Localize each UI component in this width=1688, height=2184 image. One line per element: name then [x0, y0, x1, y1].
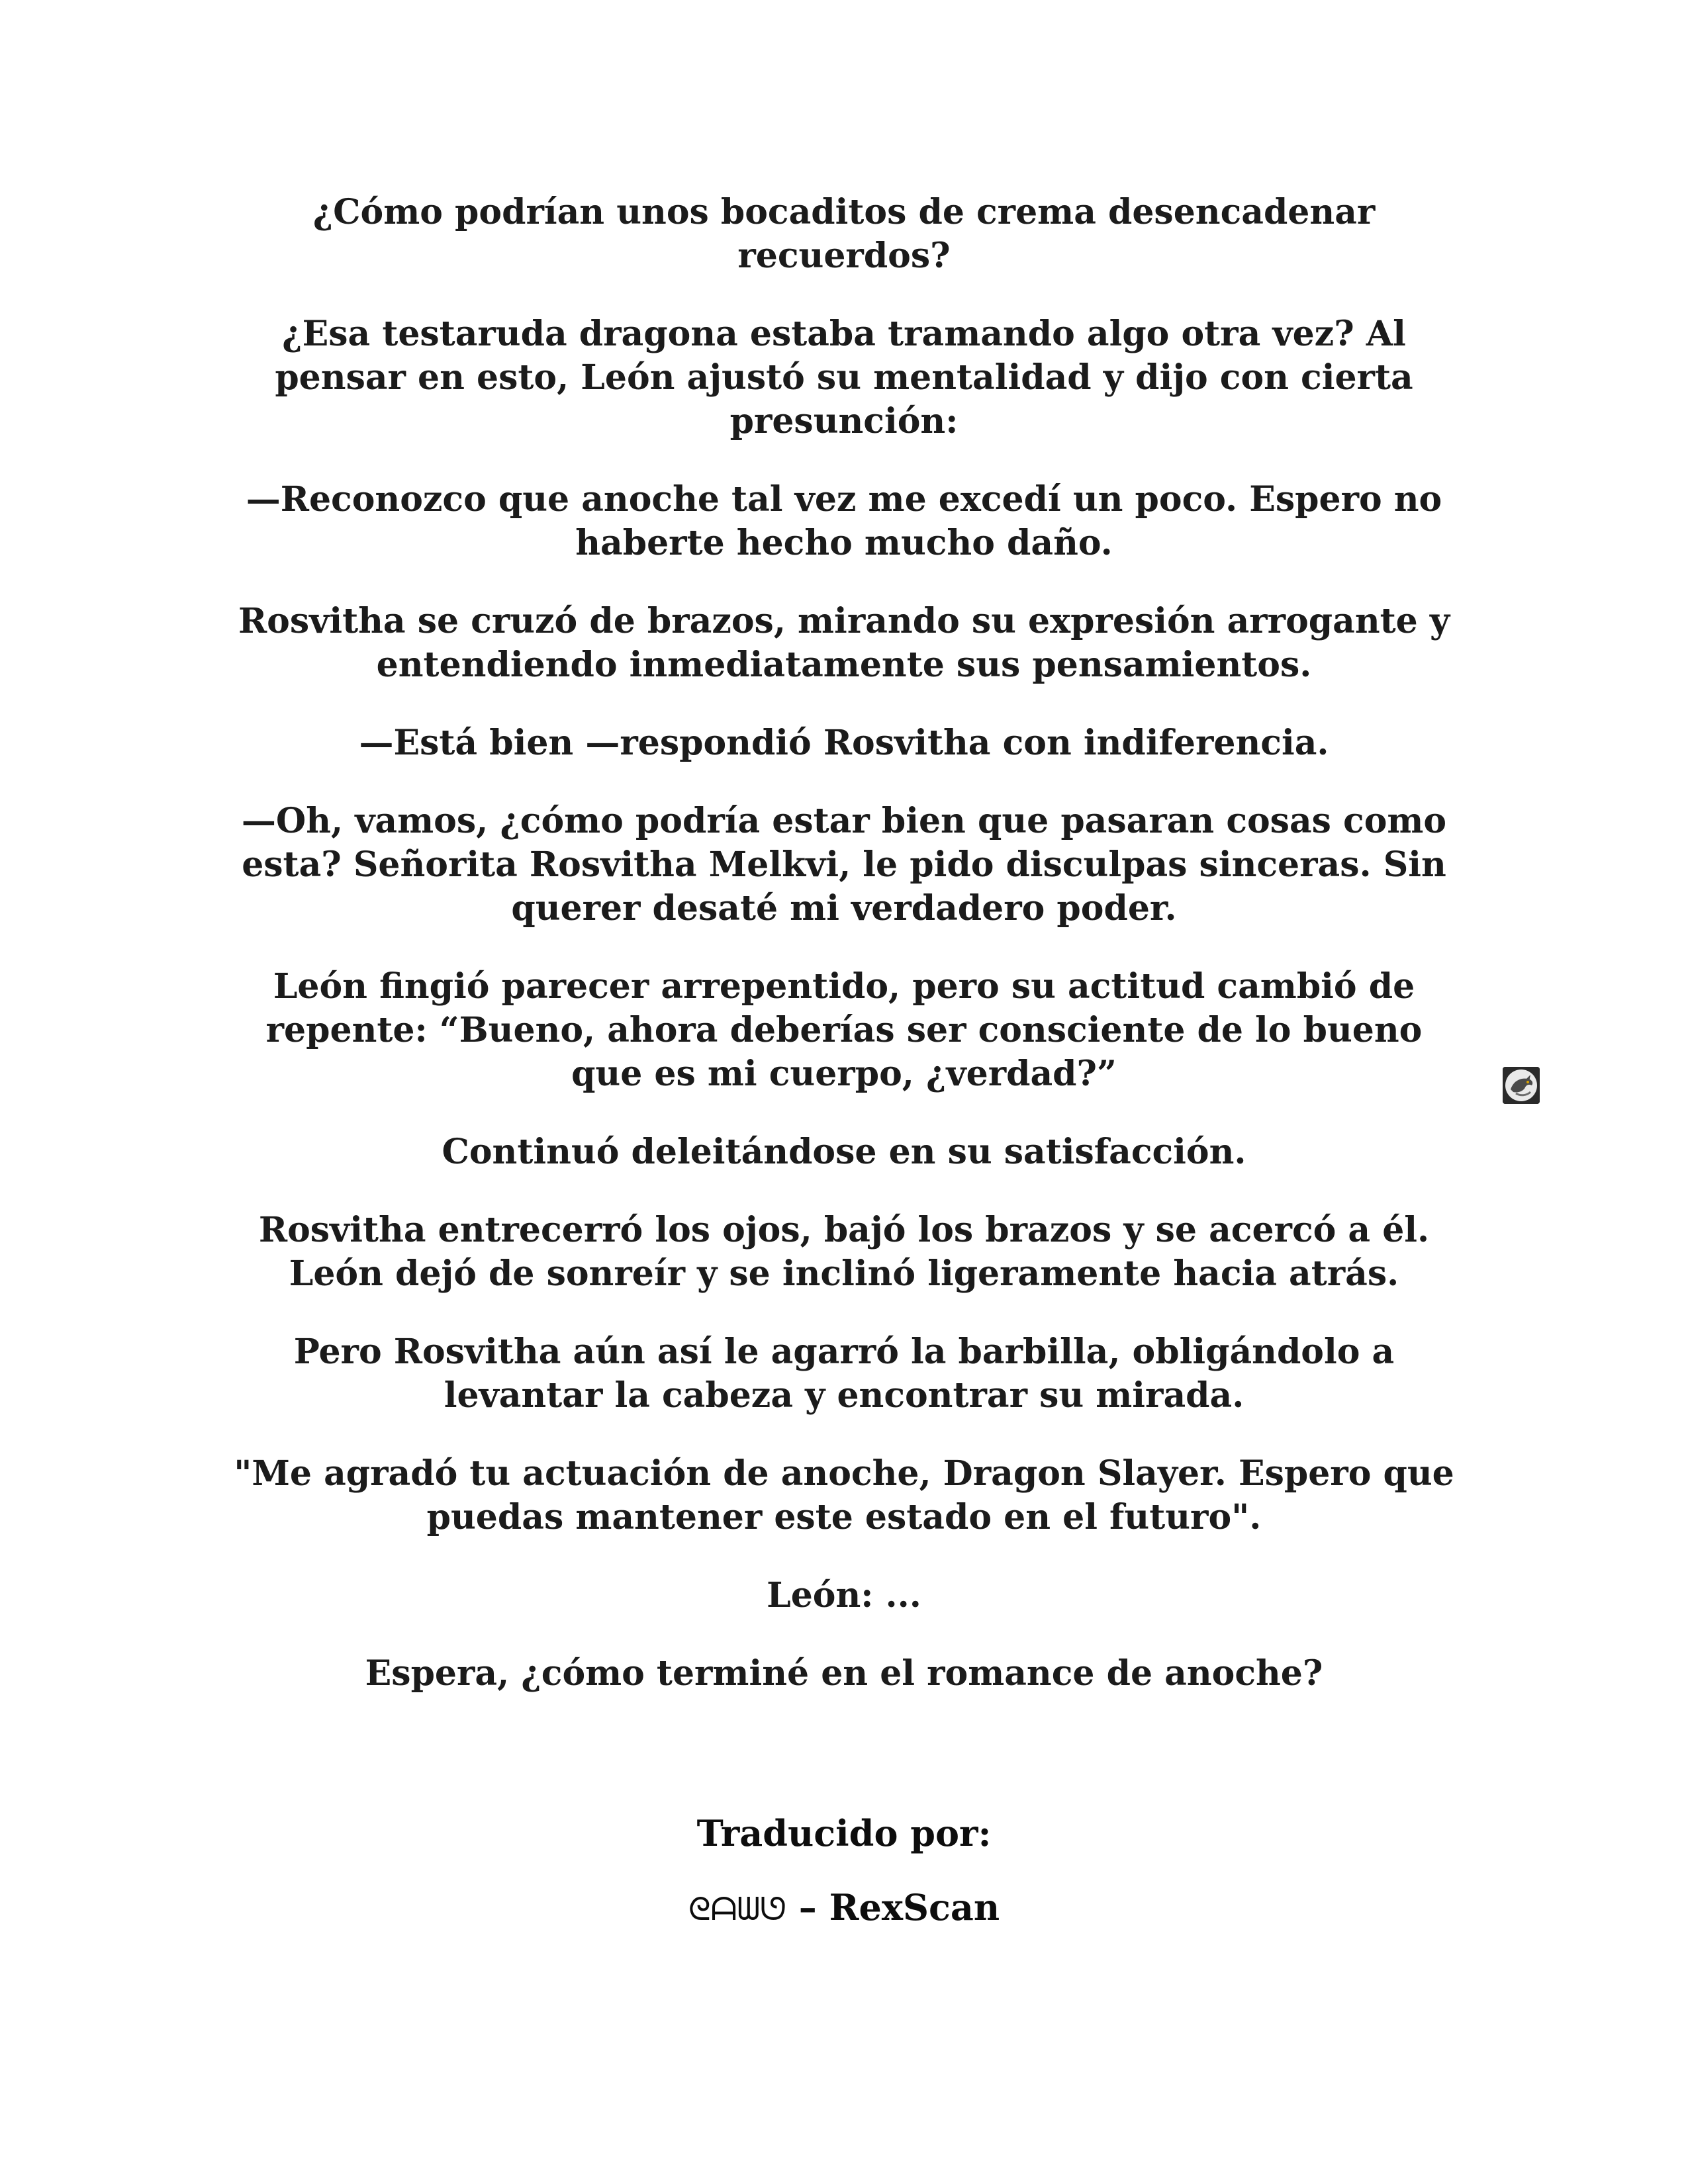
paragraph-10: Pero Rosvitha aún así le agarró la barbilla, obligándolo a levantar la cabeza y encontrar su mirada.: [293, 1332, 1395, 1416]
dragon-badge-graphic: [1503, 1067, 1540, 1104]
paragraph-1: ¿Cómo podrían unos bocaditos de crema desencadenar recuerdos?: [312, 192, 1376, 276]
credits-line: [225, 1884, 1463, 1933]
credits: [225, 1810, 1463, 1933]
paragraph-7: León fingió parecer arrepentido, pero su actitud cambió de repente: “Bueno, ahora deberías ser consciente de lo bueno que es mi cuerpo, ¿verdad?”: [265, 966, 1423, 1094]
group-name: RexScan: [829, 1886, 1000, 1929]
credits-heading: Traducido por:: [696, 1812, 992, 1854]
paragraph-11: "Me agradó tu actuación de anoche, Dragon Slayer. Espero que puedas mantener este estado en el futuro".: [234, 1453, 1454, 1537]
paragraph-8: Continuó deleitándose en su satisfacción.: [442, 1132, 1246, 1172]
paragraph-13: Espera, ¿cómo terminé en el romance de anoche?: [365, 1653, 1323, 1694]
translator-name: ᘓᗩᗯᘎ: [688, 1891, 786, 1928]
paragraph-9: Rosvitha entrecerró los ojos, bajó los brazos y se acercó a él. León dejó de sonreír y se inclinó ligeramente hacia atrás.: [258, 1210, 1430, 1294]
paragraph-5: —Está bien —respondió Rosvitha con indiferencia.: [359, 723, 1329, 763]
paragraph-6: —Oh, vamos, ¿cómo podría estar bien que pasaran cosas como esta? Señorita Rosvitha Melkvi, le pido disculpas sinceras. Sin querer desaté mi verdadero poder.: [241, 801, 1447, 929]
paragraph-12: León: ...: [767, 1575, 921, 1615]
paragraph-2: ¿Esa testaruda dragona estaba tramando algo otra vez? Al pensar en esto, León ajustó su mentalidad y dijo con cierta presunción:: [275, 314, 1413, 441]
paragraph-3: —Reconozco que anoche tal vez me excedí un poco. Espero no haberte hecho mucho daño.: [246, 479, 1442, 563]
dragon-badge-icon: [1503, 1067, 1540, 1104]
story-text: [225, 191, 1463, 1730]
credits-separator: –: [786, 1886, 829, 1929]
paragraph-4: Rosvitha se cruzó de brazos, mirando su expresión arrogante y entendiendo inmediatamente sus pensamientos.: [238, 601, 1450, 685]
